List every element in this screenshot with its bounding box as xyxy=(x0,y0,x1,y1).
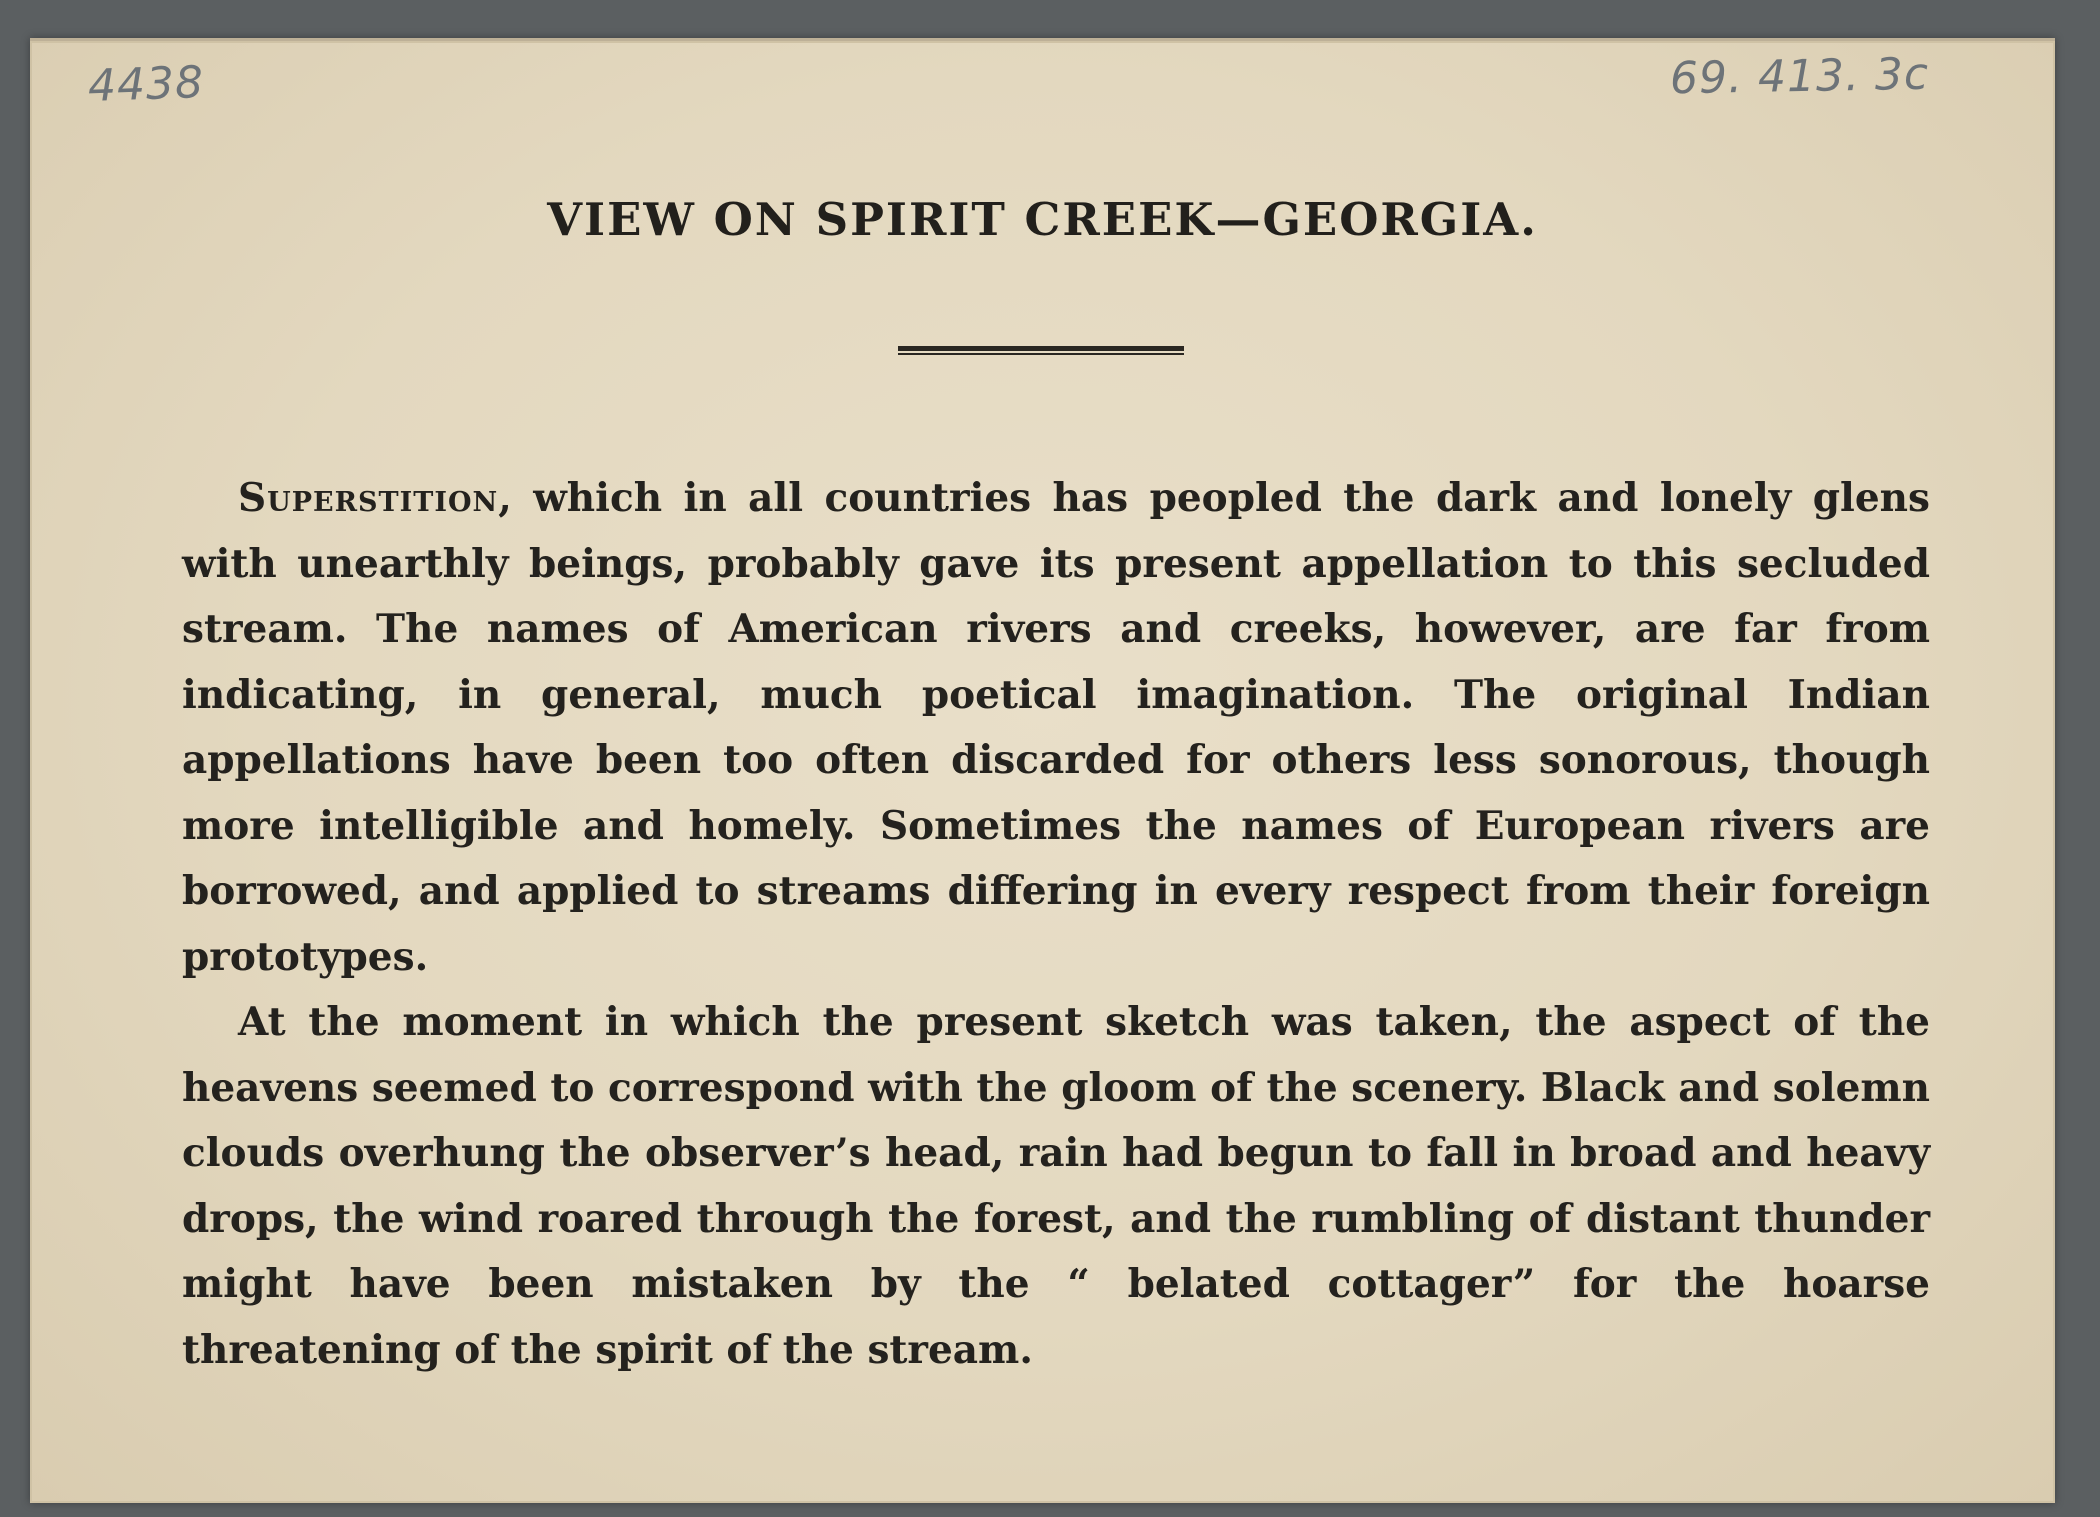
paragraph-1 xyxy=(182,466,1930,990)
document-page xyxy=(30,38,2055,1503)
paragraph-2: At the moment in which the present sketch was taken, the aspect of the heavens seemed to correspond with the gloom of the scenery. Black and solemn clouds overhung the observer’s head, rain had begun to fall in broad and heavy drops, the wind roared through the forest, and the rumbling of distant thunder might have been mistaken by the “ belated cottager” for the hoarse threatening of the spirit of the stream. xyxy=(182,999,1930,1373)
catalog-number-note: 69. 413. 3c xyxy=(1669,48,1930,105)
paragraph-1-text: , which in all countries has peopled the dark and lonely glens with unearthly beings, probably gave its present appellation to this secluded stream. The names of American rivers and creeks, however, are far from indicating, in general, much poetical imagination. The original Indian appellations have been too often discarded for others less sonorous, though more intelligible and homely. Sometimes the names of European rivers are borrowed, and applied to streams differing in every respect from their foreign prototypes. xyxy=(182,475,1930,980)
page-title: VIEW ON SPIRIT CREEK—GEORGIA. xyxy=(547,193,1538,246)
paragraph-1-lead-word: Superstition xyxy=(238,475,499,521)
title-divider xyxy=(898,346,1184,355)
body-text xyxy=(182,466,1930,1383)
accession-number-note: 4438 xyxy=(87,56,205,113)
